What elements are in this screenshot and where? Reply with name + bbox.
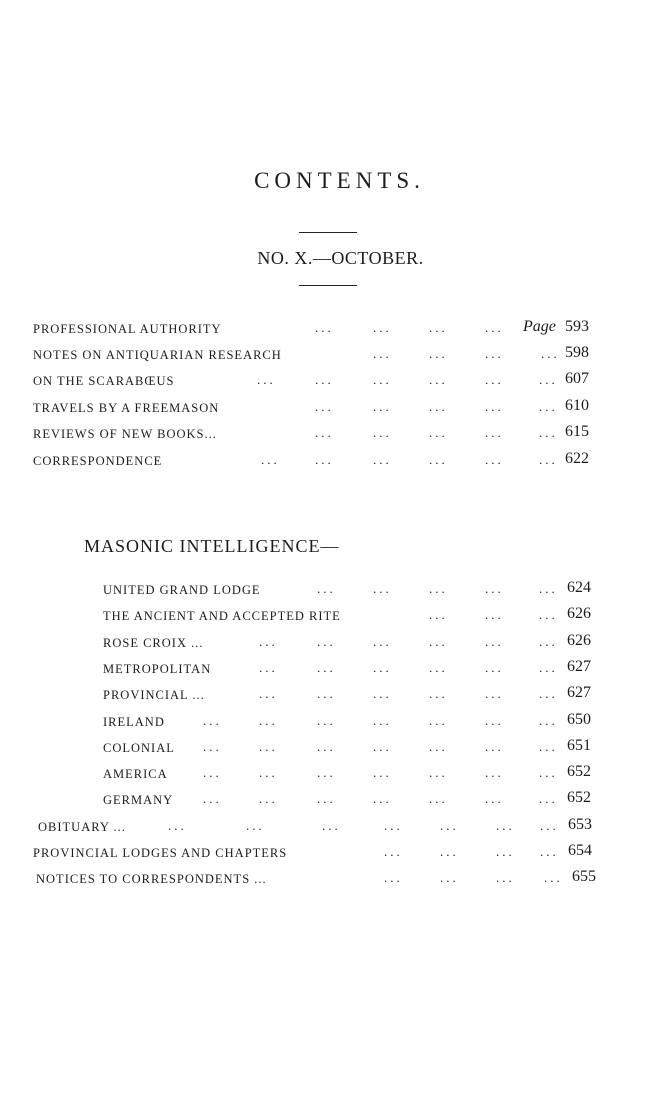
leader-dots: ... — [429, 686, 448, 701]
leader-dots: ... — [485, 320, 504, 335]
leader-dots: ... — [317, 686, 336, 701]
leader-dots: ... — [261, 452, 280, 467]
page-prefix: Page — [523, 318, 556, 335]
leader-dots: ... — [485, 686, 504, 701]
toc-entry[interactable] — [33, 342, 603, 366]
leader-dots: ... — [485, 372, 504, 387]
toc-page-number: 655 — [572, 868, 596, 885]
toc-subentry[interactable] — [103, 787, 613, 811]
leader-dots: ... — [485, 634, 504, 649]
leader-dots: ... — [429, 660, 448, 675]
leader-dots: ... — [429, 399, 448, 414]
leader-dots: ... — [429, 765, 448, 780]
leader-dots: ... — [373, 660, 392, 675]
title-rule-bottom — [299, 285, 357, 286]
leader-dots: ... — [317, 739, 336, 754]
toc-page-number: 626 — [567, 605, 591, 622]
leader-dots: ... — [373, 581, 392, 596]
toc-entry-label: REVIEWS OF NEW BOOKS... — [33, 427, 217, 441]
leader-dots: ... — [496, 818, 515, 833]
leader-dots: ... — [373, 346, 392, 361]
leader-dots: ... — [429, 581, 448, 596]
leader-dots: ... — [384, 818, 403, 833]
toc-entry[interactable] — [33, 421, 603, 445]
leader-dots: ... — [373, 320, 392, 335]
leader-dots: ... — [539, 713, 558, 728]
leader-dots: ... — [485, 607, 504, 622]
section-heading: MASONIC INTELLIGENCE— — [84, 536, 340, 556]
leader-dots: ... — [384, 844, 403, 859]
leader-dots: ... — [541, 346, 560, 361]
leader-dots: ... — [440, 818, 459, 833]
leader-dots: ... — [539, 607, 558, 622]
toc-page-number: 626 — [567, 632, 591, 649]
toc-entry-label: PROFESSIONAL AUTHORITY — [33, 322, 222, 336]
leader-dots: ... — [259, 739, 278, 754]
leader-dots: ... — [485, 452, 504, 467]
leader-dots: ... — [485, 581, 504, 596]
leader-dots: ... — [373, 452, 392, 467]
toc-entry-label: ROSE CROIX ... — [103, 636, 204, 650]
title-rule-top — [299, 232, 357, 233]
leader-dots: ... — [485, 765, 504, 780]
toc-entry-label: NOTES ON ANTIQUARIAN RESEARCH — [33, 348, 282, 362]
leader-dots: ... — [203, 739, 222, 754]
leader-dots: ... — [485, 399, 504, 414]
leader-dots: ... — [259, 713, 278, 728]
toc-page-number: 652 — [567, 763, 591, 780]
leader-dots: ... — [384, 870, 403, 885]
leader-dots: ... — [259, 660, 278, 675]
toc-page-number: 598 — [565, 344, 589, 361]
leader-dots: ... — [539, 765, 558, 780]
leader-dots: ... — [259, 791, 278, 806]
leader-dots: ... — [429, 372, 448, 387]
toc-page-number: 622 — [565, 450, 589, 467]
leader-dots: ... — [315, 452, 334, 467]
toc-subentry[interactable] — [103, 630, 613, 654]
leader-dots: ... — [485, 713, 504, 728]
leader-dots: ... — [539, 452, 558, 467]
toc-subentry[interactable] — [103, 603, 613, 627]
toc-entry[interactable] — [33, 316, 603, 340]
leader-dots: ... — [315, 425, 334, 440]
leader-dots: ... — [539, 634, 558, 649]
leader-dots: ... — [373, 686, 392, 701]
toc-entry-label: UNITED GRAND LODGE — [103, 583, 261, 597]
toc-subentry[interactable] — [103, 761, 613, 785]
leader-dots: ... — [373, 634, 392, 649]
leader-dots: ... — [246, 818, 265, 833]
toc-subentry[interactable] — [103, 709, 613, 733]
toc-entry-label: TRAVELS BY A FREEMASON — [33, 401, 220, 415]
leader-dots: ... — [539, 660, 558, 675]
leader-dots: ... — [544, 870, 563, 885]
leader-dots: ... — [203, 713, 222, 728]
toc-entry-label: AMERICA — [103, 767, 168, 781]
toc-entry-label: NOTICES TO CORRESPONDENTS ... — [36, 872, 267, 886]
toc-page-number: 627 — [567, 658, 591, 675]
leader-dots: ... — [317, 660, 336, 675]
toc-entry[interactable] — [33, 840, 613, 864]
leader-dots: ... — [539, 425, 558, 440]
leader-dots: ... — [317, 791, 336, 806]
toc-subentry[interactable] — [103, 735, 613, 759]
toc-subentry[interactable] — [103, 682, 613, 706]
leader-dots: ... — [485, 791, 504, 806]
leader-dots: ... — [322, 818, 341, 833]
leader-dots: ... — [539, 686, 558, 701]
leader-dots: ... — [429, 346, 448, 361]
toc-entry[interactable] — [36, 866, 616, 890]
leader-dots: ... — [485, 739, 504, 754]
leader-dots: ... — [373, 739, 392, 754]
leader-dots: ... — [540, 818, 559, 833]
leader-dots: ... — [539, 791, 558, 806]
leader-dots: ... — [315, 320, 334, 335]
leader-dots: ... — [315, 399, 334, 414]
leader-dots: ... — [317, 713, 336, 728]
page-title: CONTENTS. — [254, 168, 425, 193]
leader-dots: ... — [440, 870, 459, 885]
toc-subentry[interactable] — [103, 577, 613, 601]
leader-dots: ... — [317, 634, 336, 649]
leader-dots: ... — [315, 372, 334, 387]
leader-dots: ... — [429, 425, 448, 440]
leader-dots: ... — [539, 399, 558, 414]
toc-entry-label: CORRESPONDENCE — [33, 454, 163, 468]
toc-entry-label: IRELAND — [103, 715, 165, 729]
leader-dots: ... — [429, 713, 448, 728]
toc-entry-label: ON THE SCARABŒUS — [33, 374, 175, 388]
toc-subentry[interactable] — [103, 656, 613, 680]
leader-dots: ... — [317, 581, 336, 596]
leader-dots: ... — [373, 765, 392, 780]
leader-dots: ... — [373, 399, 392, 414]
toc-page-number: 650 — [567, 711, 591, 728]
leader-dots: ... — [317, 765, 336, 780]
leader-dots: ... — [485, 660, 504, 675]
toc-entry-label: GERMANY — [103, 793, 174, 807]
leader-dots: ... — [429, 791, 448, 806]
toc-page-number: 627 — [567, 684, 591, 701]
toc-entry-label: PROVINCIAL ... — [103, 688, 205, 702]
leader-dots: ... — [203, 791, 222, 806]
leader-dots: ... — [259, 686, 278, 701]
toc-page-number: 607 — [565, 370, 589, 387]
leader-dots: ... — [429, 320, 448, 335]
leader-dots: ... — [429, 634, 448, 649]
leader-dots: ... — [373, 425, 392, 440]
leader-dots: ... — [485, 425, 504, 440]
toc-entry[interactable] — [33, 368, 603, 392]
toc-entry[interactable] — [38, 814, 613, 838]
leader-dots: ... — [259, 634, 278, 649]
toc-page-number: 624 — [567, 579, 591, 596]
issue-heading: NO. X.—OCTOBER. — [257, 248, 424, 268]
toc-page-number: 610 — [565, 397, 589, 414]
toc-page-number: 653 — [568, 816, 592, 833]
leader-dots: ... — [429, 452, 448, 467]
toc-page-number: 654 — [568, 842, 592, 859]
toc-page-number: 652 — [567, 789, 591, 806]
leader-dots: ... — [429, 607, 448, 622]
leader-dots: ... — [496, 870, 515, 885]
leader-dots: ... — [539, 739, 558, 754]
leader-dots: ... — [257, 372, 276, 387]
leader-dots: ... — [429, 739, 448, 754]
leader-dots: ... — [373, 791, 392, 806]
toc-entry[interactable] — [33, 448, 603, 472]
leader-dots: ... — [539, 581, 558, 596]
leader-dots: ... — [373, 372, 392, 387]
leader-dots: ... — [440, 844, 459, 859]
toc-page-number: 651 — [567, 737, 591, 754]
leader-dots: ... — [539, 372, 558, 387]
leader-dots: ... — [373, 713, 392, 728]
leader-dots: ... — [168, 818, 187, 833]
toc-entry-label: OBITUARY ... — [38, 820, 126, 834]
leader-dots: ... — [540, 844, 559, 859]
toc-entry-label: THE ANCIENT AND ACCEPTED RITE — [103, 609, 341, 623]
toc-entry-label: PROVINCIAL LODGES AND CHAPTERS — [33, 846, 288, 860]
toc-entry-label: METROPOLITAN — [103, 662, 212, 676]
toc-page-number: 593 — [565, 318, 589, 335]
leader-dots: ... — [259, 765, 278, 780]
leader-dots: ... — [485, 346, 504, 361]
toc-page-number: 615 — [565, 423, 589, 440]
toc-entry[interactable] — [33, 395, 603, 419]
leader-dots: ... — [203, 765, 222, 780]
toc-entry-label: COLONIAL — [103, 741, 175, 755]
leader-dots: ... — [496, 844, 515, 859]
